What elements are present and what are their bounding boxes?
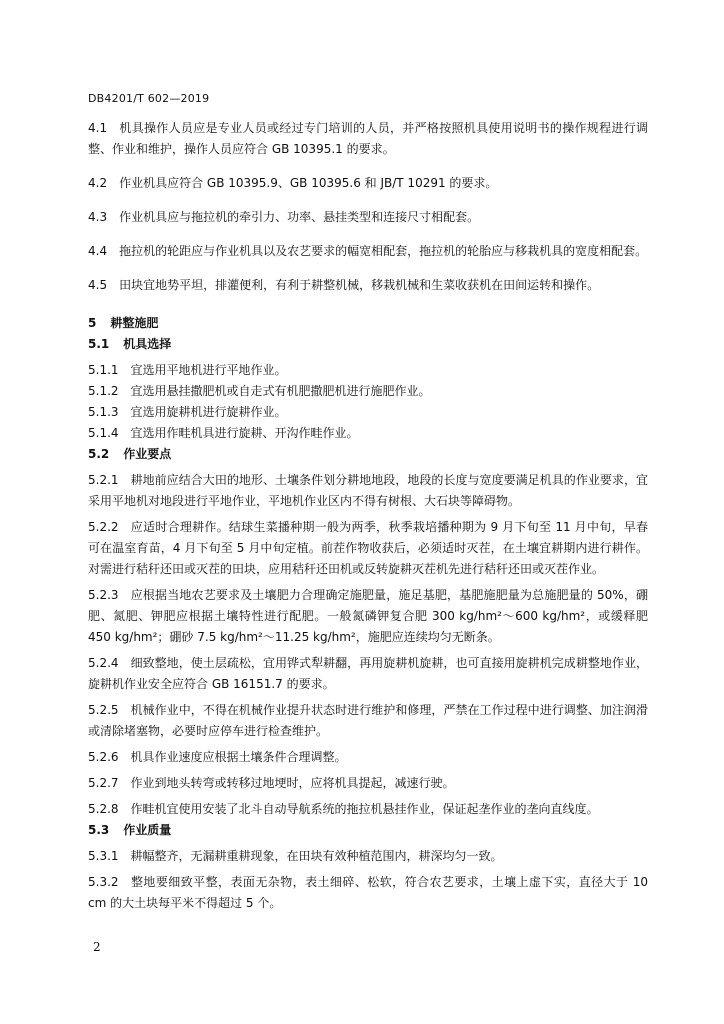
section-number: 5.1 bbox=[88, 337, 110, 351]
clause-5-2-2 bbox=[88, 517, 648, 580]
clause-number: 5.2.1 bbox=[88, 473, 119, 487]
clause-text: 田块宜地势平坦，排灌便利，有利于耕整机械，移栽机械和生菜收获机在田间运转和操作。 bbox=[119, 278, 600, 292]
clause-text: 耕地前应结合大田的地形、土壤条件划分耕地地段，地段的长度与宽度要满足机具的作业要求，宜采用平地机对地段进行平地作业，平地机作业区内不得有树根、大石块等障碍物。 bbox=[88, 473, 648, 508]
clause-4-1 bbox=[88, 118, 648, 160]
clause-text: 宜选用旋耕机进行旋耕作业。 bbox=[130, 405, 287, 419]
clause-text: 作业机具应与拖拉机的牵引力、功率、悬挂类型和连接尺寸相配套。 bbox=[119, 210, 480, 224]
clause-5-1-3 bbox=[88, 402, 648, 423]
section-title: 作业质量 bbox=[123, 823, 172, 837]
clause-number: 4.4 bbox=[88, 244, 108, 258]
clause-5-1-4 bbox=[88, 423, 648, 444]
clause-number: 5.2.8 bbox=[88, 802, 119, 816]
section-title: 机具选择 bbox=[123, 337, 172, 351]
section-number: 5.3 bbox=[88, 823, 110, 837]
clause-5-2-3 bbox=[88, 585, 648, 648]
section-number: 5 bbox=[88, 316, 97, 330]
clause-number: 4.5 bbox=[88, 278, 108, 292]
clause-number: 5.2.3 bbox=[88, 588, 119, 602]
clause-number: 5.1.1 bbox=[88, 363, 119, 377]
clause-5-2-8 bbox=[88, 799, 648, 820]
clause-number: 5.2.7 bbox=[88, 776, 119, 790]
clause-number: 5.2.6 bbox=[88, 750, 119, 764]
clause-text: 宜选用平地机进行平地作业。 bbox=[130, 363, 287, 377]
clause-number: 4.2 bbox=[88, 176, 108, 190]
clause-number: 5.3.2 bbox=[88, 875, 119, 889]
clause-text: 机具作业速度应根据土壤条件合理调整。 bbox=[130, 750, 347, 764]
clause-number: 5.1.4 bbox=[88, 426, 119, 440]
clause-5-2-1 bbox=[88, 470, 648, 512]
clause-5-2-7 bbox=[88, 773, 648, 794]
clause-text: 作畦机宜使用安装了北斗自动导航系统的拖拉机悬挂作业，保证起垄作业的垄向直线度。 bbox=[130, 802, 599, 816]
clause-text: 作业机具应符合 GB 10395.9、GB 10395.6 和 JB/T 10291 的要求。 bbox=[119, 176, 498, 190]
clause-4-4 bbox=[88, 241, 648, 262]
section-title: 耕整施肥 bbox=[110, 316, 159, 330]
clause-text: 耕幅整齐，无漏耕重耕现象，在田块有效种植范围内，耕深均匀一致。 bbox=[130, 849, 503, 863]
section-title: 作业要点 bbox=[123, 447, 172, 461]
clause-number: 5.3.1 bbox=[88, 849, 119, 863]
document-code: DB4201/T 602—2019 bbox=[88, 92, 210, 105]
section-heading-5-1 bbox=[88, 334, 648, 355]
clause-text: 宜选用悬挂撒肥机或自走式有机肥撒肥机进行施肥作业。 bbox=[130, 384, 431, 398]
clause-text: 机具操作人员应是专业人员或经过专门培训的人员，并严格按照机具使用说明书的操作规程进行调整、作业和维护，操作人员应符合 GB 10395.1 的要求。 bbox=[88, 121, 648, 156]
clause-4-5 bbox=[88, 275, 648, 296]
section-heading-5-3 bbox=[88, 820, 648, 841]
clause-number: 5.2.2 bbox=[88, 520, 119, 534]
clause-4-3 bbox=[88, 207, 648, 228]
clause-number: 5.1.2 bbox=[88, 384, 119, 398]
clause-5-3-1 bbox=[88, 846, 648, 867]
clause-text: 拖拉机的轮距应与作业机具以及农艺要求的幅宽相配套，拖拉机的轮胎应与移栽机具的宽度相配套。 bbox=[119, 244, 648, 258]
clause-5-2-6 bbox=[88, 747, 648, 768]
clause-text: 应适时合理耕作。结球生菜播种期一般为两季，秋季栽培播种期为 9 月下旬至 11 月中旬，早春可在温室育苗，4 月下旬至 5 月中旬定植。前茬作物收获后，必须适时灭茬，在土壤宜耕期内进行耕作。对需进行秸秆还田或灭茬的田块，应用秸秆还田机或反转旋耕灭茬机先进行秸秆还田或灭茬作业。 bbox=[88, 520, 648, 576]
clause-5-2-5 bbox=[88, 700, 648, 742]
clause-text: 整地要细致平整，表面无杂物，表土细碎、松软，符合农艺要求，土壤上虚下实，直径大于 10 cm 的大土块每平米不得超过 5 个。 bbox=[88, 875, 648, 910]
section-heading-5 bbox=[88, 313, 648, 334]
clause-5-3-2 bbox=[88, 872, 648, 914]
clause-5-1-2 bbox=[88, 381, 648, 402]
clause-5-2-4 bbox=[88, 653, 648, 695]
clause-number: 5.1.3 bbox=[88, 405, 119, 419]
clause-text: 机械作业中，不得在机械作业提升状态时进行维护和修理，严禁在工作过程中进行调整、加注润滑或清除堵塞物，必要时应停车进行检查维护。 bbox=[88, 703, 648, 738]
clause-number: 4.3 bbox=[88, 210, 108, 224]
clause-text: 细致整地，使土层疏松，宜用铧式犁耕翻，再用旋耕机旋耕，也可直接用旋耕机完成耕整地作业，旋耕机作业安全应符合 GB 16151.7 的要求。 bbox=[88, 656, 648, 691]
clause-text: 宜选用作畦机具进行旋耕、开沟作畦作业。 bbox=[130, 426, 359, 440]
clause-text: 应根据当地农艺要求及土壤肥力合理确定施肥量，施足基肥，基肥施肥量为总施肥量的 50%，硼肥、氮肥、钾肥应根据土壤特性进行配肥。一般氮磷钾复合肥 300 kg/hm²～600 kg/hm²，或缓释肥 450 kg/hm²；硼砂 7.5 kg/hm²～11.25 kg/hm²，施肥应连续均匀无断条。 bbox=[88, 588, 648, 644]
page-number: 2 bbox=[93, 940, 101, 954]
section-heading-5-2 bbox=[88, 444, 648, 465]
clause-number: 5.2.4 bbox=[88, 656, 119, 670]
clause-5-1-1 bbox=[88, 360, 648, 381]
clause-4-2 bbox=[88, 173, 648, 194]
clause-number: 5.2.5 bbox=[88, 703, 119, 717]
clause-text: 作业到地头转弯或转移过地埂时，应将机具提起，减速行驶。 bbox=[130, 776, 455, 790]
clause-number: 4.1 bbox=[88, 121, 108, 135]
section-number: 5.2 bbox=[88, 447, 110, 461]
document-body bbox=[88, 118, 648, 914]
